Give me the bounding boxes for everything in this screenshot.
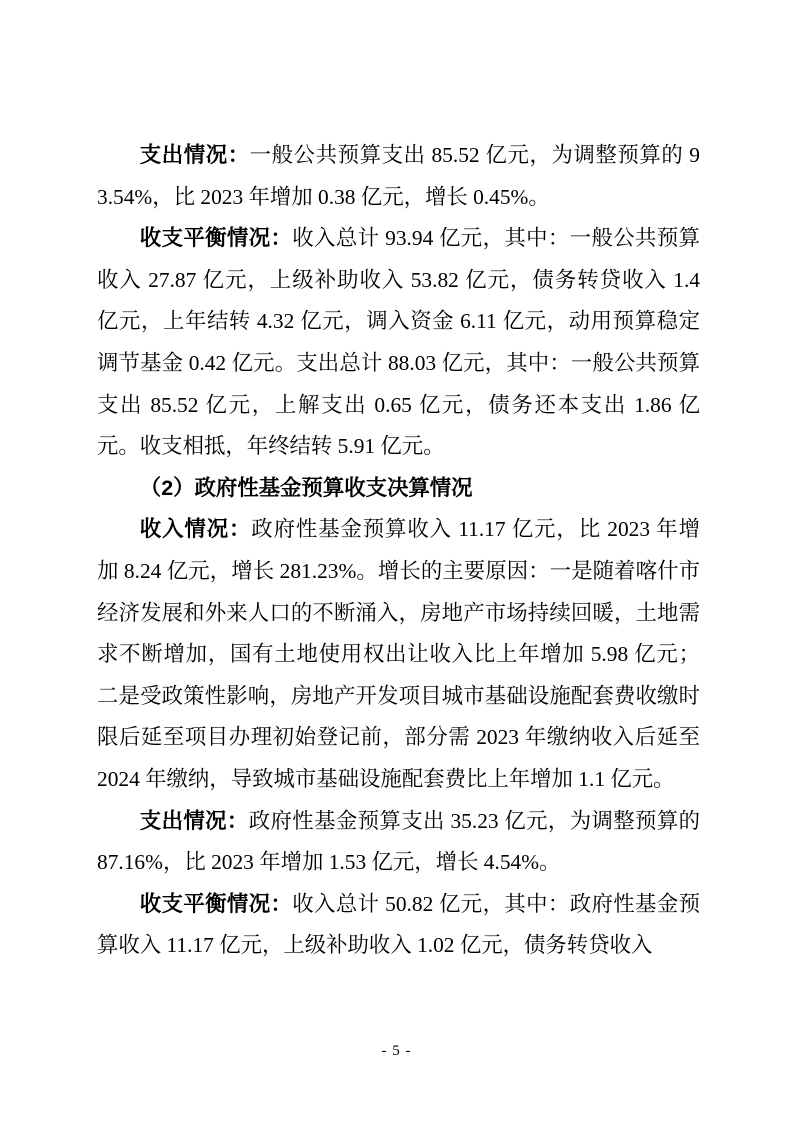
paragraph-balance-funds xyxy=(97,884,700,967)
paragraph-expenditure-funds xyxy=(97,801,700,884)
paragraph-label: 支出情况： xyxy=(139,143,250,167)
paragraph-text: 政府性基金预算收入 11.17 亿元，比 2023 年增加 8.24 亿元，增长 281.23%。增长的主要原因：一是随着喀什市经济发展和外来人口的不断涌入，房地产市场持续回暖，土地需求不断增加，国有土地使用权出让收入比上年增加 5.98 亿元；二是受政策性影响，房地产开发项目城市基础设施配套费收缴时限后延至项目办理初始登记前，部分需 2023 年缴纳收入后延至 2024 年缴纳，导致城市基础设施配套费比上年增加 1.1 亿元。 xyxy=(97,517,700,791)
paragraph-revenue-funds xyxy=(97,509,700,800)
paragraph-text: 收入总计 50.82 亿元，其中：政府性基金预算收入 11.17 亿元，上级补助收入 1.02 亿元，债务转贷收入 xyxy=(97,891,700,958)
paragraph-label: 收支平衡情况： xyxy=(139,226,293,251)
section-heading-government-funds: （2）政府性基金预算收支决算情况 xyxy=(139,475,473,500)
page-number: - 5 - xyxy=(381,1043,412,1059)
page-body xyxy=(97,135,700,967)
paragraph-label: 支出情况： xyxy=(139,808,249,833)
paragraph-text: 收入总计 93.94 亿元，其中：一般公共预算收入 27.87 亿元，上级补助收入 53.82 亿元，债务转贷收入 1.4 亿元，上年结转 4.32 亿元，调入资金 6.11 亿元，动用预算稳定调节基金 0.42 亿元。支出总计 88.03 亿元，其中：一般公共预算支出 85.52 亿元，上解支出 0.65 亿元，债务还本支出 1.86 亿元。收支相抵，年终结转 5.91 亿元。 xyxy=(97,226,700,459)
paragraph-text: 一般公共预算支出 85.52 亿元，为调整预算的 93.54%，比 2023 年增加 0.38 亿元，增长 0.45%。 xyxy=(97,143,700,209)
paragraph-label: 收入情况： xyxy=(139,517,252,542)
paragraph-balance-general xyxy=(97,218,700,468)
paragraph-text: 政府性基金预算支出 35.23 亿元，为调整预算的 87.16%，比 2023 年增加 1.53 亿元，增长 4.54%。 xyxy=(97,808,700,875)
paragraph-label: 收支平衡情况： xyxy=(139,891,293,916)
paragraph-expenditure-general xyxy=(97,135,700,218)
